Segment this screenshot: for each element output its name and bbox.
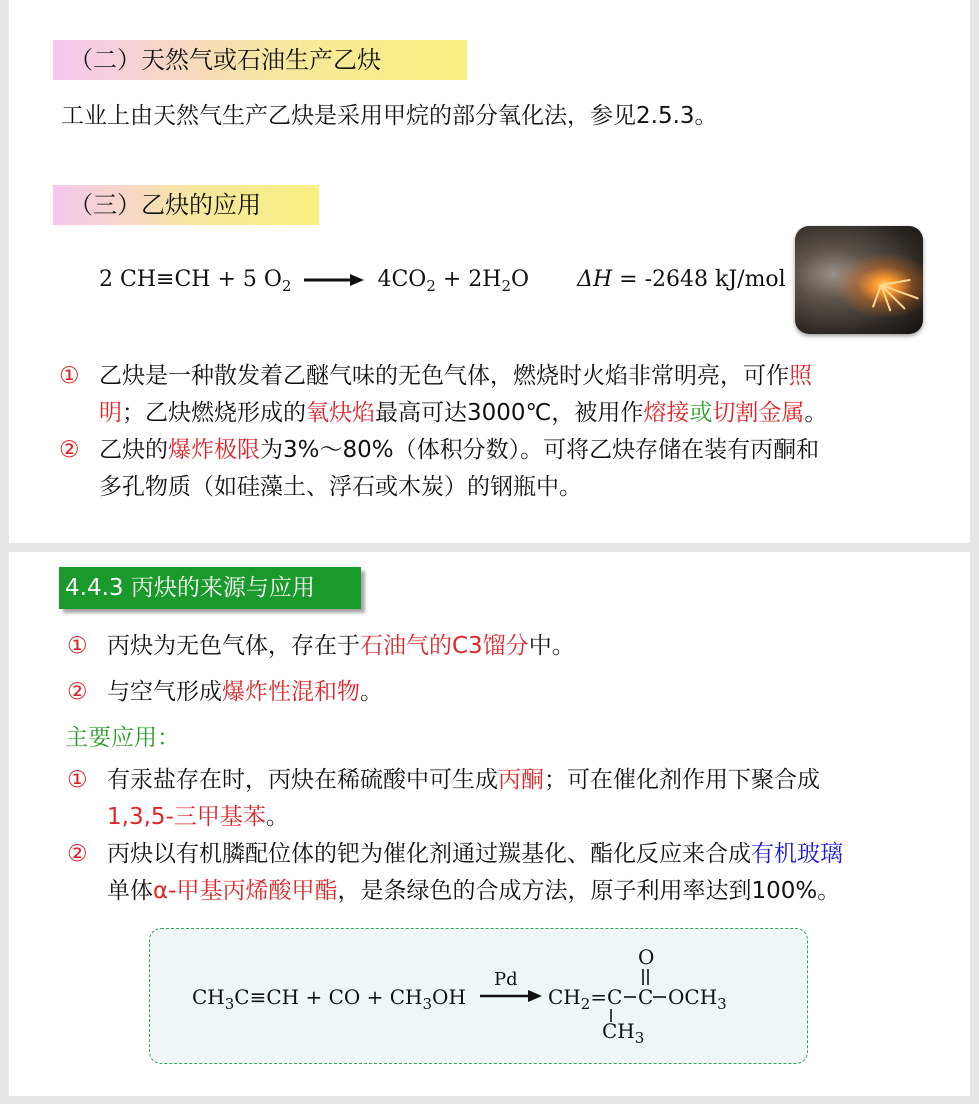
slide-propyne bbox=[9, 552, 970, 1096]
propyne-property-2: ② 与空气形成爆炸性混和物。 bbox=[67, 674, 383, 711]
natural-gas-paragraph: 工业上由天然气生产乙炔是采用甲烷的部分氧化法，参见2.5.3。 bbox=[61, 103, 718, 129]
product-main: $CH_2=C$ bbox=[548, 985, 623, 1013]
acetylene-use-item-1: ① 乙炔是一种散发着乙醚气味的无色气体，燃烧时火焰非常明亮，可作照 明；乙炔燃烧形成的氧炔焰最高可达3000℃，被用作熔接或切割金属。 bbox=[59, 358, 939, 432]
heading-text: （三）乙炔的应用 bbox=[69, 191, 261, 219]
propyne-application-2: ② 丙炔以有机膦配位体的钯为催化剂通过羰基化、酯化反应来合成有机玻璃 单体α-甲基丙烯酸甲酯，是条绿色的合成方法，原子利用率达到100%。 bbox=[67, 836, 957, 910]
carbonylation-reaction-box bbox=[149, 928, 808, 1064]
item-number: ① bbox=[59, 363, 80, 389]
propyne-application-1: ① 有汞盐存在时，丙炔在稀硫酸中可生成丙酮；可在催化剂作用下聚合成 1,3,5-三甲基苯。 bbox=[67, 762, 957, 836]
combustion-equation: 2 CH≡CH + 5 $O_2$ $4CO_2 + 2H_2O$ ΔH = -2648 kJ/mol bbox=[99, 267, 786, 295]
section-heading-natural-gas bbox=[53, 40, 467, 80]
heading-text: （二）天然气或石油生产乙炔 bbox=[69, 46, 381, 74]
propyne-property-1: ① 丙炔为无色气体，存在于石油气的C3馏分中。 bbox=[67, 628, 575, 665]
reaction-arrow-icon bbox=[304, 273, 364, 287]
bond-lines bbox=[150, 929, 807, 1063]
main-applications-title: 主要应用： bbox=[65, 725, 180, 751]
item-number: ② bbox=[67, 841, 88, 867]
methyl-branch: $CH_3$ bbox=[602, 1019, 645, 1047]
enthalpy-symbol: ΔH bbox=[577, 267, 613, 292]
catalyst-label: Pd bbox=[494, 969, 518, 990]
item-number: ② bbox=[67, 679, 88, 705]
slide-acetylene bbox=[9, 0, 970, 543]
ester-group: $OCH_3$ bbox=[668, 985, 727, 1013]
item-number: ② bbox=[59, 437, 80, 463]
enthalpy-value: = -2648 kJ/mol bbox=[612, 267, 786, 292]
section-heading-acetylene-uses bbox=[53, 185, 319, 225]
item-number: ① bbox=[67, 767, 88, 793]
carbonyl-carbon: C bbox=[638, 985, 654, 1009]
acetylene-use-item-2: ② 乙炔的爆炸极限为3%～80%（体积分数）。可将乙炔存储在装有丙酮和 多孔物质（如硅藻土、浮石或木炭）的钢瓶中。 bbox=[59, 432, 939, 506]
carbonyl-oxygen: O bbox=[638, 945, 655, 969]
section-heading-propyne: 4.4.3 丙炔的来源与应用 bbox=[59, 567, 361, 609]
welding-cutting-photo bbox=[795, 226, 923, 334]
item-number: ① bbox=[67, 633, 88, 659]
reactants: $CH_3C\equiv CH$ + CO + $CH_3OH$ bbox=[192, 985, 466, 1013]
